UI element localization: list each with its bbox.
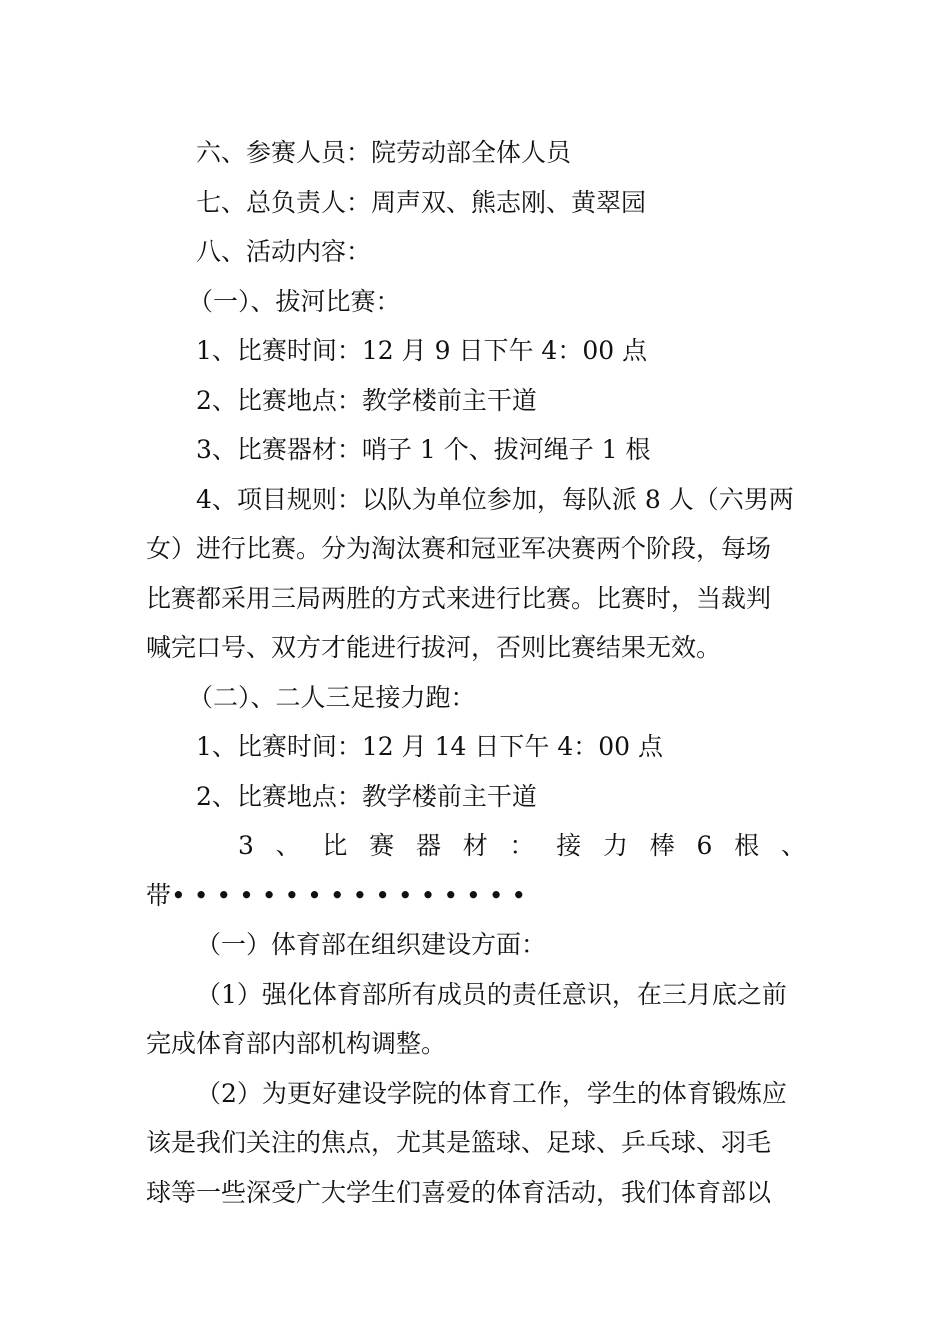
text-line-dots: 带• • • • • • • • • • • • • • • • bbox=[146, 880, 527, 910]
spread-char: 赛 bbox=[369, 831, 395, 860]
spread-char: 接 bbox=[556, 831, 582, 860]
text-line-item-2-cont-2: 球等一些深受广大学生们喜爱的体育活动，我们体育部以 bbox=[146, 1177, 772, 1207]
text-line-tug-rules-cont-2: 比赛都采用三局两胜的方式来进行比赛。比赛时，当裁判 bbox=[146, 583, 772, 613]
text-line-tug-equipment: 3、比赛器材：哨子 1 个、拔河绳子 1 根 bbox=[196, 435, 651, 464]
text-line-tug-of-war-heading: （一）、拔河比赛： bbox=[188, 286, 401, 316]
text-line-item-1: （1）强化体育部所有成员的责任意识，在三月底之前 bbox=[196, 979, 787, 1009]
text-line-relay-equipment bbox=[146, 821, 806, 871]
spread-char: 材 bbox=[462, 831, 488, 860]
text-line-participants: 六、参赛人员：院劳动部全体人员 bbox=[196, 138, 572, 167]
text-line-item-1-cont: 完成体育部内部机构调整。 bbox=[146, 1029, 447, 1058]
text-line-relay-place: 2、比赛地点：教学楼前主干道 bbox=[196, 781, 537, 811]
spread-char: 3 bbox=[238, 831, 254, 860]
spread-char: ： bbox=[509, 831, 535, 860]
text-line-item-2-cont-1: 该是我们关注的焦点，尤其是篮球、足球、乒乓球、羽毛 bbox=[146, 1128, 772, 1157]
text-line-relay-heading: （二）、二人三足接力跑： bbox=[188, 682, 476, 712]
text-line-tug-time: 1、比赛时间：12 月 9 日下午 4：00 点 bbox=[196, 336, 648, 365]
text-line-activity-heading: 八、活动内容： bbox=[196, 237, 372, 266]
document-body bbox=[146, 128, 806, 1217]
spread-char: 力 bbox=[603, 831, 629, 860]
spread-char: 根 bbox=[734, 831, 760, 860]
text-line-tug-place: 2、比赛地点：教学楼前主干道 bbox=[196, 385, 537, 415]
text-line-sports-dept-heading: （一）体育部在组织建设方面： bbox=[196, 930, 547, 959]
text-line-leaders: 七、总负责人：周声双、熊志刚、黄翠园 bbox=[196, 187, 647, 217]
text-line-tug-rules-cont-3: 喊完口号、双方才能进行拔河，否则比赛结果无效。 bbox=[146, 633, 722, 662]
spread-char: 棒 bbox=[649, 831, 675, 860]
spread-char: 、 bbox=[780, 831, 806, 860]
spread-char: 6 bbox=[696, 831, 713, 860]
text-line-relay-time: 1、比赛时间：12 月 14 日下午 4：00 点 bbox=[196, 732, 663, 761]
spread-char: 、 bbox=[275, 831, 301, 860]
text-line-item-2: （2）为更好建设学院的体育工作，学生的体育锻炼应 bbox=[196, 1078, 787, 1108]
spread-char: 比 bbox=[322, 831, 348, 860]
text-line-tug-rules: 4、项目规则：以队为单位参加，每队派 8 人（六男两 bbox=[196, 484, 794, 514]
spread-char: 器 bbox=[415, 831, 441, 860]
text-line-tug-rules-cont-1: 女）进行比赛。分为淘汰赛和冠亚军决赛两个阶段，每场 bbox=[146, 534, 772, 563]
